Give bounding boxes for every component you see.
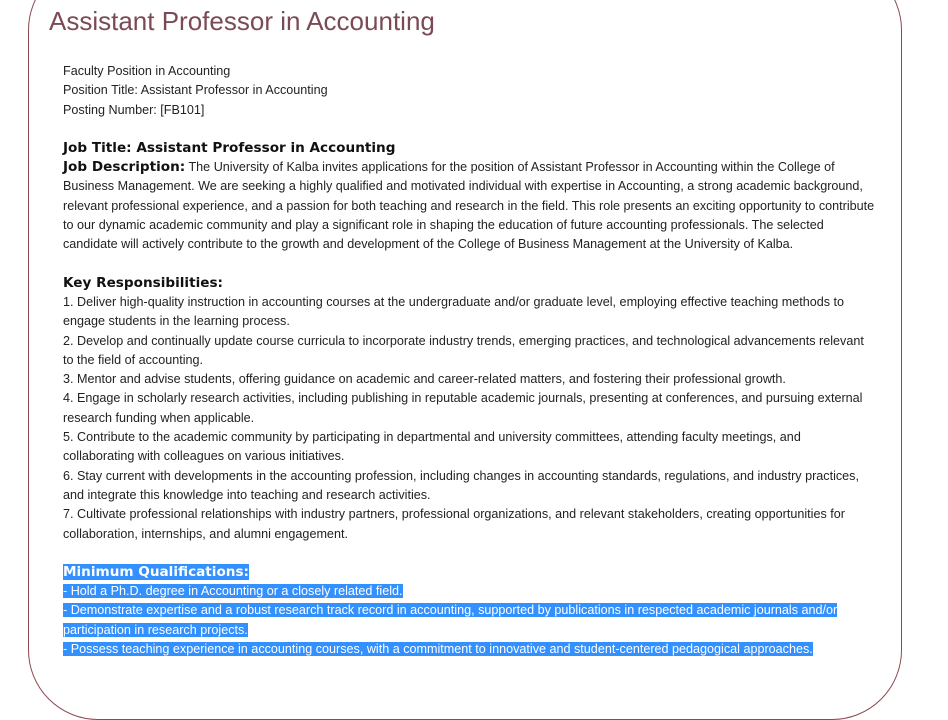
responsibility-line: collaboration, internships, and alumni engagement. (63, 526, 348, 541)
qualification-line: - Possess teaching experience in accounting courses, with a commitment to innovative and student-centered pedagogical approaches. (63, 642, 813, 657)
header-line: Position Title: Assistant Professor in Accounting (63, 83, 328, 98)
responsibility-line: engage students in the learning process. (63, 314, 290, 329)
selected-text-block[interactable] (63, 563, 893, 659)
responsibility-line: 4. Engage in scholarly research activities, including publishing in reputable academic journals, presenting at conferences, and pursuing external (63, 391, 863, 406)
responsibility-line: and integrate this knowledge into teaching and research activities. (63, 487, 431, 502)
job-description-line: candidate will actively contribute to the growth and development of the College of Business Management at the University of Kalba. (63, 237, 794, 252)
job-description-label: Job Description: (63, 159, 186, 176)
job-description-line: to our dynamic academic community and play a significant role in shaping the education of future accounting professionals. The selected (63, 218, 824, 233)
posting-number: Posting Number: [FB101] (63, 102, 205, 117)
responsibility-line: 3. Mentor and advise students, offering guidance on academic and career-related matters, and fostering their professional growth. (63, 372, 786, 387)
responsibility-line: 1. Deliver high-quality instruction in accounting courses at the undergraduate and/or graduate level, employing effective teaching methods to (63, 294, 845, 309)
responsibility-line: 5. Contribute to the academic community by participating in departmental and university committees, attending faculty meetings, and (63, 430, 801, 445)
responsibility-line: collaborating with colleagues on various initiatives. (63, 449, 345, 464)
job-description-line: Job Description: The University of Kalba invites applications for the position of Assistant Professor in Accounting within the College of (63, 159, 835, 176)
responsibility-line: 7. Cultivate professional relationships with industry partners, professional organizations, and relevant stakeholders, creating opportunities for (63, 507, 845, 522)
qualification-line: participation in research projects. (63, 622, 248, 637)
job-posting-body (63, 62, 893, 659)
responsibility-line: 6. Stay current with developments in the accounting profession, including changes in accounting standards, regulations, and industry practices, (63, 468, 859, 483)
job-description-line: relevant professional experience, and a passion for both teaching and research in the field. This role presents an exciting opportunity to contribute (63, 198, 875, 213)
responsibility-line: to the field of accounting. (63, 352, 204, 367)
responsibility-line: 2. Develop and continually update course curricula to incorporate industry trends, emerging practices, and technological advancements relevant (63, 333, 864, 348)
qualification-line: - Demonstrate expertise and a robust research track record in accounting, supported by publications in respected academic journals and/or (63, 603, 838, 618)
job-description-line: Business Management. We are seeking a highly qualified and motivated individual with expertise in Accounting, a strong academic background, (63, 179, 863, 194)
qualification-line: - Hold a Ph.D. degree in Accounting or a closely related field. (63, 584, 403, 599)
page-title: Assistant Professor in Accounting (49, 6, 435, 36)
header-line: Faculty Position in Accounting (63, 64, 231, 78)
job-title-heading: Job Title: Assistant Professor in Accounting (63, 139, 396, 156)
responsibilities-heading: Key Responsibilities: (63, 274, 223, 291)
qualifications-heading: Minimum Qualifications: (63, 563, 249, 580)
responsibility-line: research funding when applicable. (63, 410, 255, 425)
